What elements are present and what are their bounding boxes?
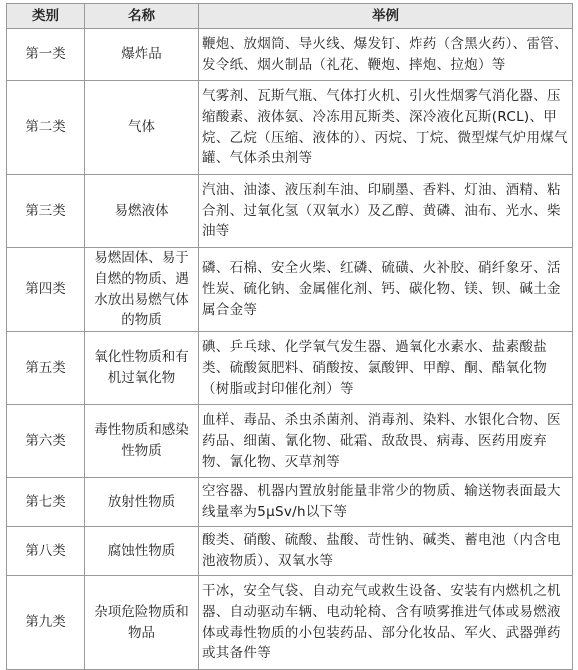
- column-header-category: 类别: [7, 4, 85, 29]
- examples-cell: 干冰，安全气袋、自动充气或救生设备、安装有内燃机之机器、自动驱动车辆、电动轮椅、含有喷雾推进气体或易燃液体或毒性物质的小包装药品、部分化妆品、军火、武器弹药或其备件等: [199, 576, 573, 670]
- name-cell: 腐蚀性物质: [85, 527, 199, 576]
- examples-cell: 气雾剂、瓦斯气瓶、气体打火机、引火性烟雾气消化器、压缩酸素、液体氨、冷冻用瓦斯类、深冷液化瓦斯(RCL)、甲烷、乙烷（压缩、液体的）、丙烷、丁烷、微型煤气炉用煤气罐、气体杀虫剂等: [199, 81, 573, 175]
- table-row: [7, 29, 573, 81]
- examples-cell: 磷、石棉、安全火柴、红磷、硫磺、火补胶、硝纤象牙、活性炭、硫化钠、金属催化剂、钙、碳化物、镁、钡、碱土金属合金等: [199, 248, 573, 332]
- name-cell: 爆炸品: [85, 29, 199, 81]
- category-cell: 第八类: [7, 527, 85, 576]
- table-row: [7, 248, 573, 332]
- category-cell: 第三类: [7, 175, 85, 248]
- category-cell: 第六类: [7, 405, 85, 478]
- table-row: [7, 527, 573, 576]
- name-cell: 毒性物质和感染性物质: [85, 405, 199, 478]
- category-cell: 第二类: [7, 81, 85, 175]
- category-cell: 第五类: [7, 332, 85, 405]
- examples-cell: 血样、毒品、杀虫杀菌剂、消毒剂、染料、水银化合物、医药品、细菌、氰化物、砒霜、敌敌畏、病毒、医药用废弃物、氰化物、灭草剂等: [199, 405, 573, 478]
- name-cell: 易燃固体、易于自燃的物质、遇水放出易燃气体的物质: [85, 248, 199, 332]
- category-cell: 第四类: [7, 248, 85, 332]
- column-header-examples: 举例: [199, 4, 573, 29]
- examples-cell: 鞭炮、放烟筒、导火线、爆发钉、炸药（含黑火药）、雷管、发令纸、烟火制品（礼花、鞭炮、摔炮、拉炮）等: [199, 29, 573, 81]
- name-cell: 氧化性物质和有机过氧化物: [85, 332, 199, 405]
- column-header-name: 名称: [85, 4, 199, 29]
- name-cell: 杂项危险物质和物品: [85, 576, 199, 670]
- table-row: [7, 576, 573, 670]
- examples-cell: 空容器、机器内置放射能量非常少的物质、输送物表面最大线量率为5μSv/h以下等: [199, 478, 573, 527]
- table-row: [7, 175, 573, 248]
- examples-cell: 碘、乒乓球、化学氧气发生器、過氧化水素水、盐素酸盐类、硫酸氮肥料、硝酸按、氯酸钾、甲醇、酮、酷氧化物（树脂或封印催化剂）等: [199, 332, 573, 405]
- category-cell: 第一类: [7, 29, 85, 81]
- name-cell: 放射性物质: [85, 478, 199, 527]
- name-cell: 气体: [85, 81, 199, 175]
- table-row: [7, 332, 573, 405]
- examples-cell: 汽油、油漆、液压刹车油、印刷墨、香料、灯油、酒精、粘合剂、过氧化氢（双氧水）及乙醇、黄磷、油布、光水、柴油等: [199, 175, 573, 248]
- table-row: [7, 81, 573, 175]
- table-header-row: [7, 4, 573, 29]
- category-cell: 第七类: [7, 478, 85, 527]
- examples-cell: 酸类、硝酸、硫酸、盐酸、苛性钠、碱类、蓄电池（内含电池液物质）、双氧水等: [199, 527, 573, 576]
- category-cell: 第九类: [7, 576, 85, 670]
- name-cell: 易燃液体: [85, 175, 199, 248]
- table-row: [7, 405, 573, 478]
- table-row: [7, 478, 573, 527]
- dangerous-goods-table: [6, 3, 573, 670]
